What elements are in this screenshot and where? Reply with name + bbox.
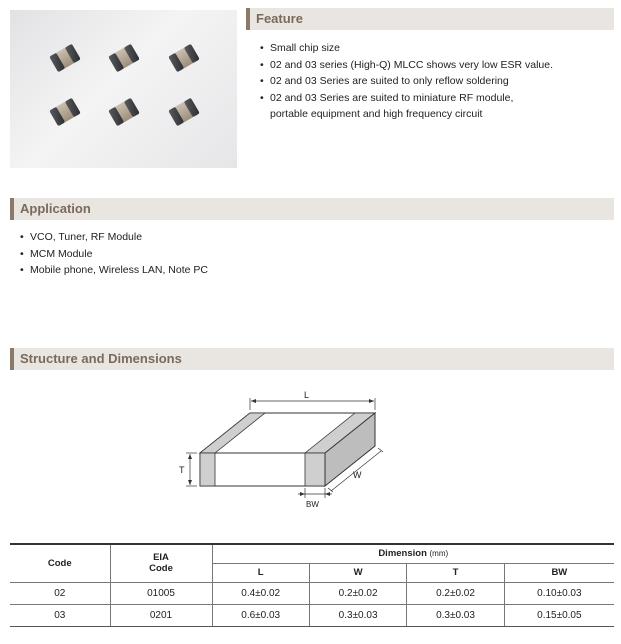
- application-item: • VCO, Tuner, RF Module: [18, 229, 318, 246]
- eia-line2: Code: [149, 563, 173, 575]
- label-W: W: [353, 470, 362, 480]
- feature-title: Feature: [256, 11, 303, 26]
- cell-BW: 0.15±0.05: [504, 604, 614, 626]
- application-list: [18, 229, 318, 279]
- feature-section-header: [246, 8, 614, 30]
- dimension-unit: (mm): [429, 549, 449, 559]
- chip: [49, 98, 81, 127]
- cell-code: 02: [10, 582, 110, 604]
- chip-capacitors-image: [10, 10, 237, 168]
- product-photo: [10, 10, 237, 168]
- cell-T: 0.2±0.02: [407, 582, 504, 604]
- col-header-L: L: [212, 563, 309, 582]
- cell-L: 0.6±0.03: [212, 604, 309, 626]
- header-accent-bar: [246, 8, 250, 30]
- header-accent-bar: [10, 198, 14, 220]
- cell-W: 0.3±0.03: [309, 604, 406, 626]
- eia-line1: EIA: [153, 552, 169, 564]
- cell-L: 0.4±0.02: [212, 582, 309, 604]
- feature-item: • 02 and 03 Series are suited to only reflow soldering: [258, 73, 598, 90]
- col-header-code: Code: [10, 544, 110, 582]
- cell-eia: 01005: [110, 582, 212, 604]
- cell-W: 0.2±0.02: [309, 582, 406, 604]
- col-header-BW: BW: [504, 563, 614, 582]
- col-header-T: T: [407, 563, 504, 582]
- chip: [49, 44, 81, 73]
- application-item: • MCM Module: [18, 246, 318, 263]
- cell-code: 03: [10, 604, 110, 626]
- structure-section-header: [10, 348, 614, 370]
- chip: [168, 44, 200, 73]
- feature-item: • 02 and 03 Series are suited to miniature RF module, portable equipment and high frequency circuit: [258, 90, 598, 123]
- dimension-table: [10, 543, 614, 627]
- application-section-header: [10, 198, 614, 220]
- feature-item: • Small chip size: [258, 40, 598, 57]
- label-BW: BW: [306, 500, 319, 509]
- col-header-dimension: [212, 544, 614, 563]
- chip-structure-drawing: [170, 388, 410, 513]
- dimension-label: Dimension: [378, 548, 427, 560]
- application-item: • Mobile phone, Wireless LAN, Note PC: [18, 262, 318, 279]
- col-header-W: W: [309, 563, 406, 582]
- application-title: Application: [20, 201, 91, 216]
- col-header-eia: [110, 544, 212, 582]
- chip: [108, 98, 140, 127]
- structure-title: Structure and Dimensions: [20, 351, 182, 366]
- header-accent-bar: [10, 348, 14, 370]
- label-T: T: [179, 465, 185, 475]
- cell-T: 0.3±0.03: [407, 604, 504, 626]
- table-row: [10, 582, 614, 604]
- feature-list: [258, 40, 598, 123]
- chip-dimension-diagram: [170, 388, 410, 513]
- cell-BW: 0.10±0.03: [504, 582, 614, 604]
- chip: [108, 44, 140, 73]
- feature-item: • 02 and 03 series (High-Q) MLCC shows very low ESR value.: [258, 57, 598, 74]
- cell-eia: 0201: [110, 604, 212, 626]
- chip: [168, 98, 200, 127]
- label-L: L: [304, 390, 310, 400]
- table-row: [10, 604, 614, 626]
